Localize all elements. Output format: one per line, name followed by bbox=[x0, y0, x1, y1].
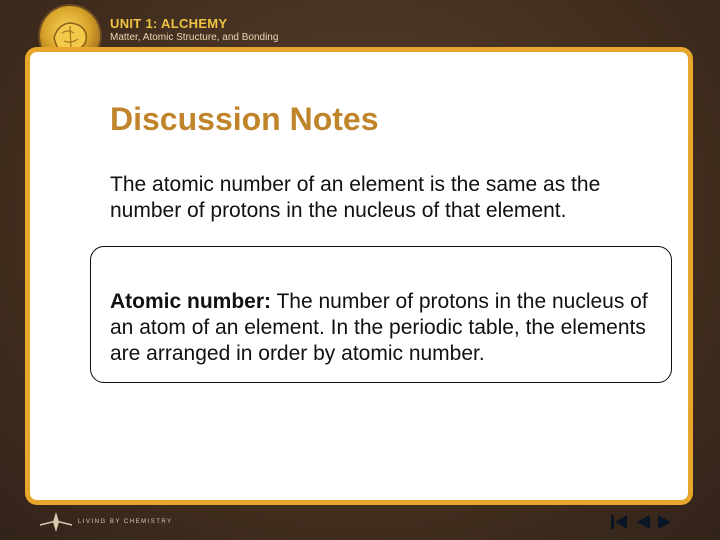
next-slide-icon bbox=[656, 514, 674, 530]
unit-subtitle: Matter, Atomic Structure, and Bonding bbox=[110, 32, 279, 43]
definition-paragraph bbox=[110, 289, 670, 367]
definition-term: Atomic number: bbox=[110, 290, 272, 313]
intro-paragraph: The atomic number of an element is the same as the number of protons in the nucleus of that element. bbox=[110, 173, 601, 222]
previous-slide-icon bbox=[634, 514, 652, 530]
next-slide-button[interactable] bbox=[656, 514, 674, 530]
slide-title: Discussion Notes bbox=[110, 101, 379, 137]
definition-text: The number of protons in the nucleus of an atom of an element. In the periodic table, the elements are arranged in order by atomic number. bbox=[110, 290, 648, 365]
brand-text: LIVING BY CHEMISTRY bbox=[78, 519, 173, 525]
living-by-chemistry-logo-icon bbox=[38, 510, 74, 534]
first-slide-icon bbox=[610, 514, 628, 530]
unit-title: UNIT 1: ALCHEMY bbox=[110, 16, 228, 31]
first-slide-button[interactable] bbox=[610, 514, 628, 530]
previous-slide-button[interactable] bbox=[634, 514, 652, 530]
